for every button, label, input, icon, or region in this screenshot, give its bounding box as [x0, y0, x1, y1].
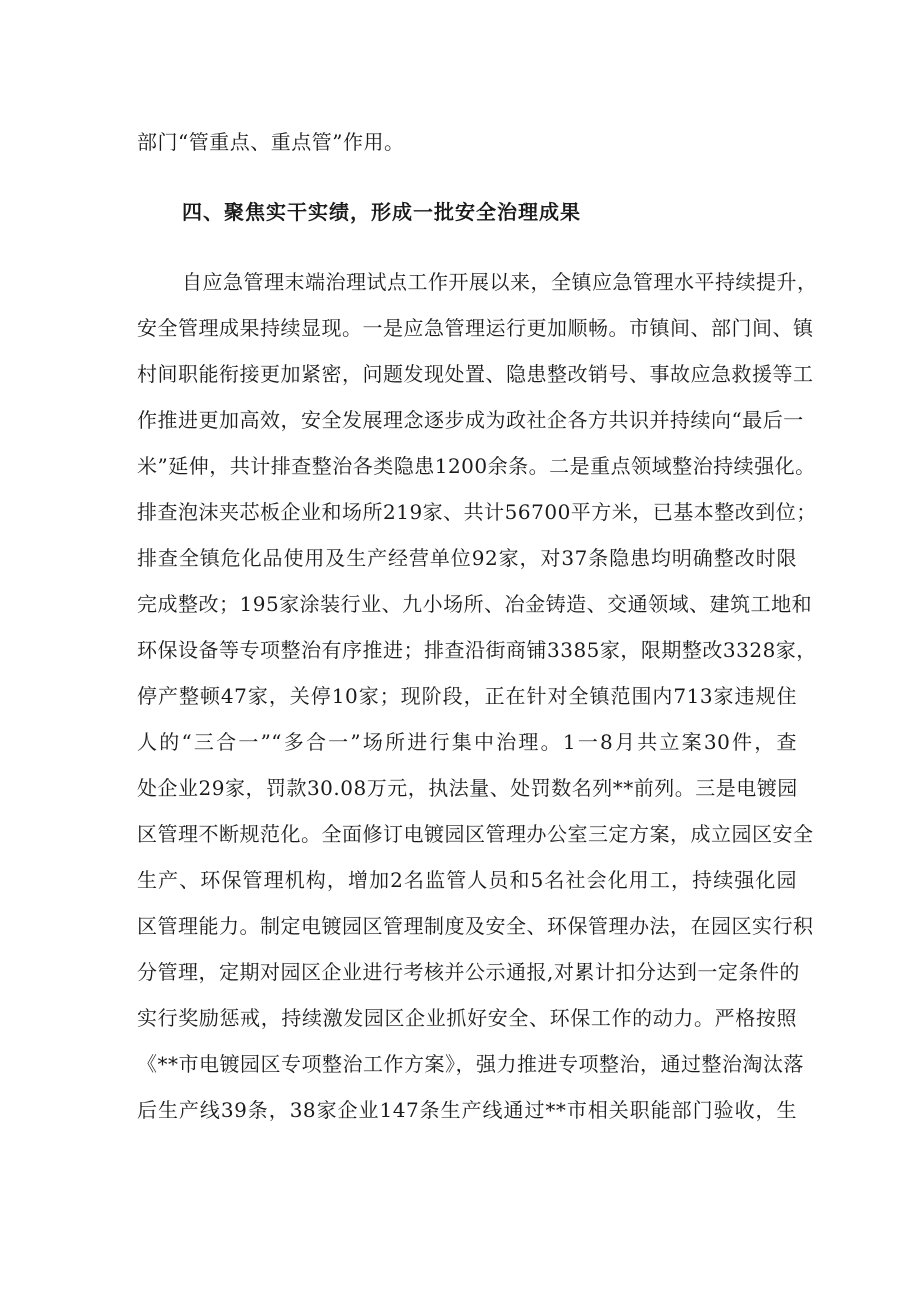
paragraph-line: 排查泡沫夹芯板企业和场所219家、共计56700平方米，已基本整改到位；: [137, 500, 817, 524]
paragraph-line: 后生产线39条，38家企业147条生产线通过**市相关职能部门验收，生: [137, 1098, 797, 1122]
paragraph-line: 《**市电镀园区专项整治工作方案》，强力推进专项整治，通过整治淘汰落: [137, 1052, 804, 1076]
paragraph-line: 区管理不断规范化。全面修订电镀园区管理办公室三定方案，成立园区安全: [137, 822, 814, 846]
paragraph-line: 排查全镇危化品使用及生产经营单位92家，对37条隐患均明确整改时限: [137, 546, 797, 570]
paragraph-line: 安全管理成果持续显现。一是应急管理运行更加顺畅。市镇间、部门间、镇: [137, 316, 814, 340]
section-heading: 四、聚焦实干实绩，形成一批安全治理成果: [182, 200, 581, 224]
paragraph-line: 作推进更加高效，安全发展理念逐步成为政社企各方共识并持续向“最后一: [137, 408, 804, 432]
paragraph-line: 环保设备等专项整治有序推进；排查沿街商铺3385家，限期整改3328家，: [137, 638, 817, 662]
paragraph-line: 完成整改；195家涂装行业、九小场所、冶金铸造、交通领域、建筑工地和: [137, 592, 813, 616]
paragraph-line: 区管理能力。制定电镀园区管理制度及安全、环保管理办法，在园区实行积: [137, 914, 814, 938]
paragraph-line: 人的“三合一”“多合一”场所进行集中治理。1一8月共立案30件，查: [137, 730, 797, 754]
paragraph-line: 自应急管理末端治理试点工作开展以来，全镇应急管理水平持续提升，: [182, 270, 818, 294]
paragraph-line: 实行奖励惩戒，持续激发园区企业抓好安全、环保工作的动力。严格按照: [137, 1006, 797, 1030]
paragraph-line: 米”延伸，共计排查整治各类隐患1200余条。二是重点领域整治持续强化。: [137, 454, 816, 478]
paragraph-line: 生产、环保管理机构，增加2名监管人员和5名社会化用工，持续强化园: [137, 868, 797, 892]
lead-line: 部门“管重点、重点管”作用。: [137, 130, 405, 154]
paragraph-line: 处企业29家，罚款30.08万元，执法量、处罚数名列**前列。三是电镀园: [137, 776, 798, 800]
paragraph-line: 村间职能衔接更加紧密，问题发现处置、隐患整改销号、事故应急救援等工: [137, 362, 814, 386]
paragraph-line: 停产整顿47家，关停10家；现阶段，正在针对全镇范围内713家违规住: [137, 684, 797, 708]
paragraph-line: 分管理，定期对园区企业进行考核并公示通报,对累计扣分达到一定条件的: [137, 960, 800, 984]
